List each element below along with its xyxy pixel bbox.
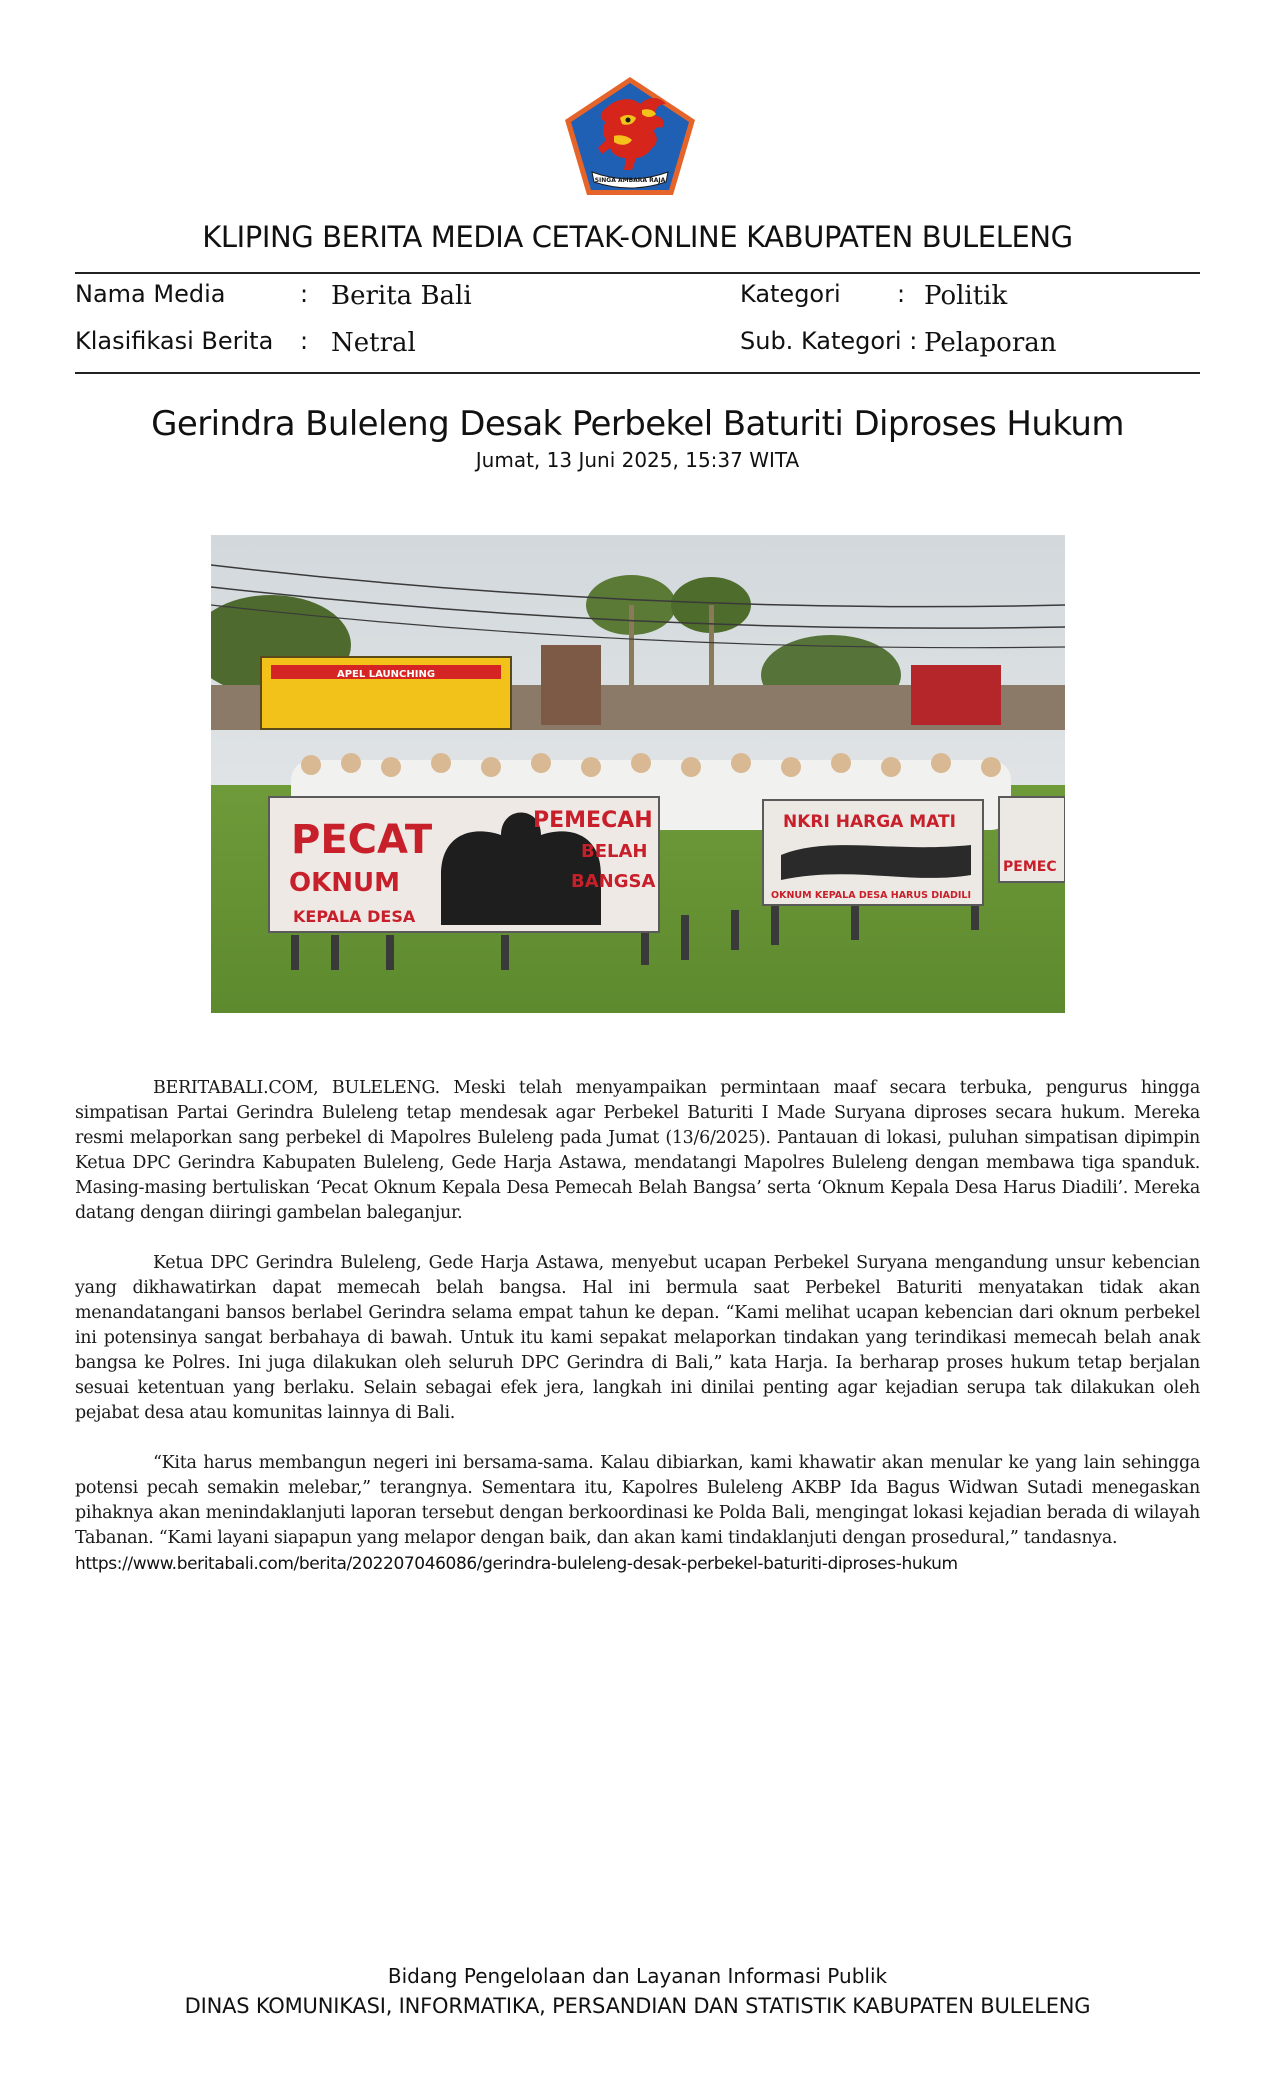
kategori-label: Kategori — [740, 280, 841, 308]
klasifikasi-berita-colon: : — [300, 327, 309, 355]
article-paragraph-1: BERITABALI.COM, BULELENG. Meski telah menyampaikan permintaan maaf secara terbuka, pengurus hingga simpatisan Partai Gerindra Buleleng tetap mendesak agar Perbekel Baturiti I Made Suryana diproses secara hukum. Mereka resmi melaporkan sang perbekel di Mapolres Buleleng pada Jumat (13/6/2025). Pantauan di lokasi, puluhan simpatisan dipimpin Ketua DPC Gerindra Kabupaten Buleleng, Gede Harja Astawa, mendatangi Mapolres Buleleng dengan membawa tiga spanduk. Masing-masing bertuliskan ‘Pecat Oknum Kepala Desa Pemecah Belah Bangsa’ serta ‘Oknum Kepala Desa Harus Diadili’. Mereka datang dengan diiringi gambelan baleganjur. — [75, 1078, 1200, 1223]
article-body — [75, 1076, 1200, 1576]
sub-kategori-label: Sub. Kategori : — [740, 327, 918, 355]
nama-media-colon: : — [300, 280, 309, 308]
header-top-rule — [75, 272, 1200, 274]
banner-left-line6: BANGSA — [571, 871, 656, 892]
buleleng-emblem-logo — [562, 74, 698, 200]
banner-left-line1: PECAT — [291, 817, 433, 863]
banner-far-right-text: PEMEC — [1003, 859, 1057, 875]
nama-media-label: Nama Media — [75, 280, 226, 308]
logo-ribbon-text: SINGA AMBARA RAJA — [594, 177, 666, 184]
kategori-value: Politik — [924, 281, 1008, 311]
article-paragraph-3: “Kita harus membangun negeri ini bersama-sama. Kalau dibiarkan, kami khawatir akan menular ke yang lain sehingga potensi pecah semakin melebar,” terangnya. Sementara itu, Kapolres Buleleng AKBP Ida Bagus Widwan Sutadi menegaskan pihaknya akan menindaklanjuti laporan tersebut dengan berkoordinasi ke Polda Bali, mengingat lokasi kejadian berada di wilayah Tabanan. “Kami layani siapapun yang melapor dengan baik, dan akan kami tindaklanjuti dengan prosedural,” tandasnya. — [75, 1453, 1200, 1548]
article-paragraph-2: Ketua DPC Gerindra Buleleng, Gede Harja Astawa, menyebut ucapan Perbekel Suryana mengandung unsur kebencian yang dikhawatirkan dapat memecah belah bangsa. Hal ini bermula saat Perbekel Baturiti menyatakan tidak akan menandatangani bansos berlabel Gerindra selama empat tahun ke depan. “Kami melihat ucapan kebencian dari oknum perbekel ini potensinya sangat berbahaya di bawah. Untuk itu kami sepakat melaporkan tindakan yang terindikasi memecah belah anak bangsa ke Polres. Ini juga dilakukan oleh seluruh DPC Gerindra di Bali,” kata Harja. Ia berharap proses hukum tetap berjalan sesuai ketentuan yang berlaku. Selain sebagai efek jera, langkah ini dinilai penting agar kejadian serupa tak dilakukan oleh pejabat desa atau komunitas lainnya di Bali. — [75, 1253, 1200, 1423]
sub-kategori-value: Pelaporan — [924, 328, 1057, 358]
news-photo — [211, 535, 1065, 1013]
header-bottom-rule — [75, 372, 1200, 374]
nama-media-value: Berita Bali — [331, 281, 472, 311]
source-url: https://www.beritabali.com/berita/202207046086/gerindra-buleleng-desak-perbekel-baturiti-diproses-hukum — [75, 1554, 958, 1574]
kategori-colon: : — [897, 280, 906, 308]
footer-division: Bidang Pengelolaan dan Layanan Informasi Publik — [387, 1964, 888, 1988]
banner-right-line2: OKNUM KEPALA DESA HARUS DIADILI — [771, 890, 972, 901]
klasifikasi-berita-label: Klasifikasi Berita — [75, 327, 274, 355]
article-headline: Gerindra Buleleng Desak Perbekel Baturiti Diproses Hukum — [151, 404, 1124, 444]
banner-left-line4: PEMECAH — [533, 808, 653, 833]
footer-agency: DINAS KOMUNIKASI, INFORMATIKA, PERSANDIAN DAN STATISTIK KABUPATEN BULELENG — [184, 1994, 1091, 2018]
clipping-title: KLIPING BERITA MEDIA CETAK-ONLINE KABUPATEN BULELENG — [202, 220, 1073, 254]
article-date: Jumat, 13 Juni 2025, 15:37 WITA — [475, 448, 800, 472]
banner-left-line3: KEPALA DESA — [293, 907, 416, 926]
banner-right-line1: NKRI HARGA MATI — [783, 812, 956, 832]
klasifikasi-berita-value: Netral — [331, 328, 416, 358]
billboard-text: APEL LAUNCHING — [336, 669, 436, 680]
banner-left-line5: BELAH — [581, 841, 648, 862]
banner-left-line2: OKNUM — [289, 868, 400, 898]
